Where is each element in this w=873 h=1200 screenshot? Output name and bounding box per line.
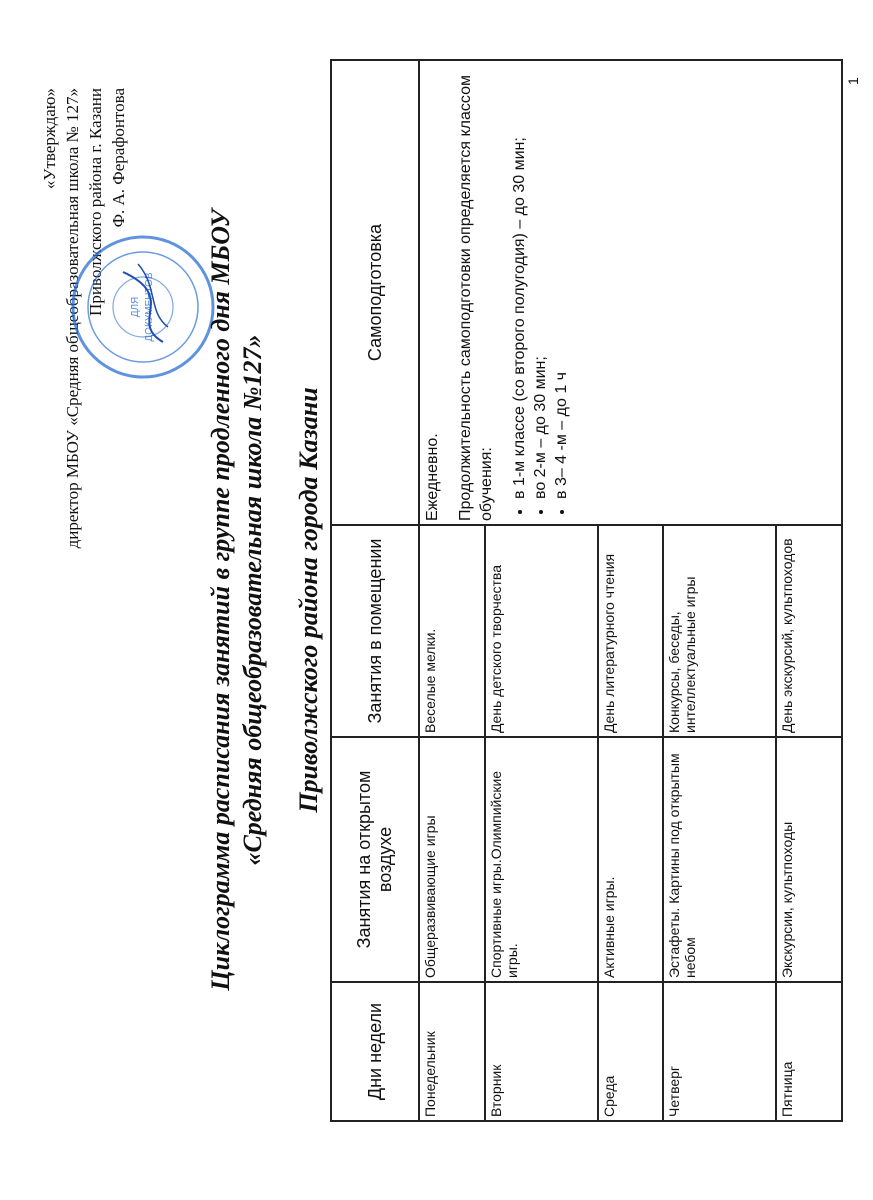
approval-district: Приволжского района г. Казани [86, 88, 105, 316]
title-line-2: «Средняя общеобразовательная школа №127» [238, 334, 267, 866]
header-days: Дни недели [331, 982, 419, 1121]
self-study-cell [419, 60, 842, 525]
table-row [419, 60, 485, 1121]
approval-position: директор МБОУ «Средняя общеобразовательная школа № 127» [63, 88, 82, 549]
indoor-cell: День детского творчества [485, 525, 598, 737]
outdoor-cell: Активные игры. [598, 737, 664, 982]
page-number: 1 [845, 77, 861, 85]
outdoor-cell: Общеразвивающие игры [419, 737, 485, 982]
list-item: • в 3– 4 -м – до 1 ч [551, 64, 572, 499]
outdoor-cell: Спортивные игры.Олимпийские игры. [485, 737, 598, 982]
day-cell: Понедельник [419, 982, 485, 1121]
indoor-cell: День литературного чтения [598, 525, 664, 737]
outdoor-cell: Эстафеты. Картины под открытым небом [663, 737, 776, 982]
title-line-3: Приволжского района города Казани [294, 387, 323, 813]
header-outdoor: Занятия на открытом воздухе [331, 737, 419, 982]
list-item: • в 1-м классе (со второго полугодия) – до 30 мин; [509, 64, 530, 499]
approval-signatory: Ф. А. Ферафонтова [109, 88, 128, 228]
day-cell: Вторник [485, 982, 598, 1121]
approval-title: «Утверждаю» [40, 88, 59, 190]
header-indoor: Занятия в помещении [331, 525, 419, 737]
indoor-cell: Конкурсы, беседы, интеллектуальные игры [663, 525, 776, 737]
header-self-study: Самоподготовка [331, 60, 419, 525]
schedule-table [330, 59, 843, 1122]
official-stamp-icon [68, 232, 218, 382]
indoor-cell: Веселые мелки. [419, 525, 485, 737]
document-title [205, 60, 327, 1140]
day-cell: Среда [598, 982, 664, 1121]
svg-text:ДОКУМЕНТОВ: ДОКУМЕНТОВ [144, 272, 155, 342]
indoor-cell: День экскурсий, культпоходов [776, 525, 842, 737]
table-header-row [331, 60, 419, 1121]
title-line-1: Циклограмма расписания занятий в группе продленного дня МБОУ [206, 209, 235, 991]
self-study-intro: Продолжительность самоподготовки определяется классом обучения: [457, 75, 495, 521]
svg-text:ДЛЯ: ДЛЯ [130, 296, 141, 318]
list-item: • во 2-м – до 30 мин; [530, 64, 551, 499]
day-cell: Пятница [776, 982, 842, 1121]
self-study-daily: Ежедневно. [424, 433, 441, 521]
outdoor-cell: Экскурсии, культпоходы [776, 737, 842, 982]
day-cell: Четверг [663, 982, 776, 1121]
self-study-list [509, 64, 572, 521]
